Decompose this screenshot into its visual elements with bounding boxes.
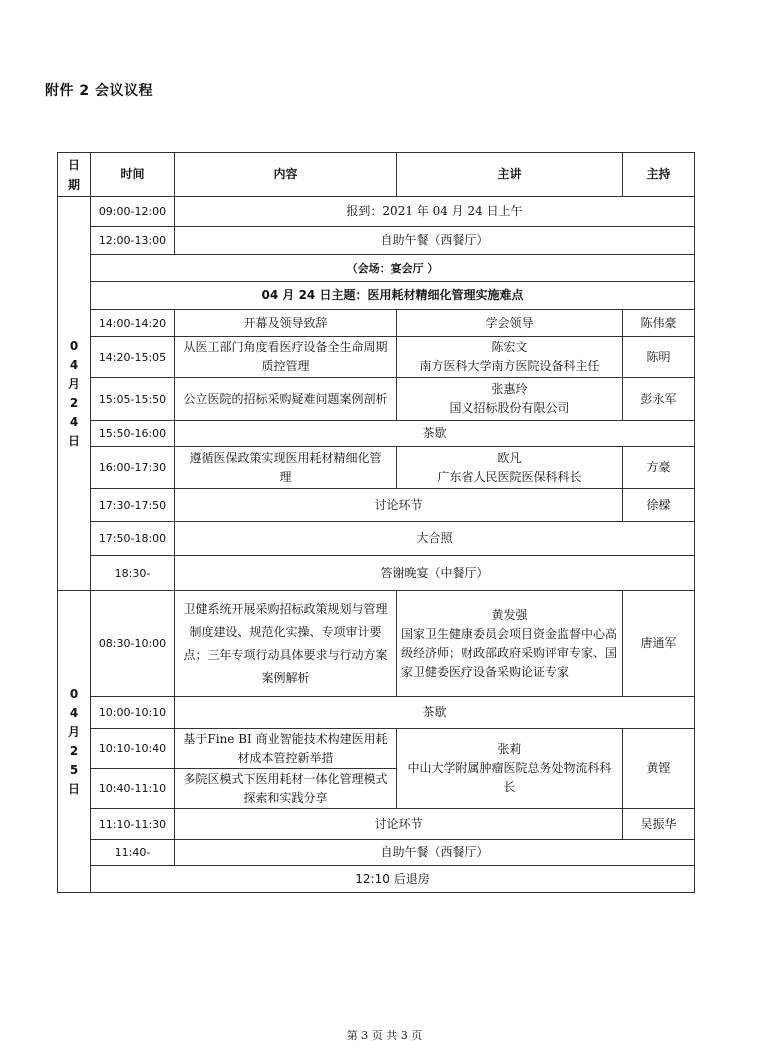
speaker-name: 黄发强	[491, 607, 528, 622]
content-cell: 基于Fine BI 商业智能技术构建医用耗材成本管控新举措	[175, 729, 397, 769]
host-cell: 徐樑	[623, 489, 695, 522]
speaker-org: 国义招标股份有限公司	[449, 401, 570, 415]
time-cell: 12:00-13:00	[91, 227, 175, 255]
header-row	[58, 153, 695, 197]
theme-cell: 04 月 24 日主题：医用耗材精细化管理实施难点	[91, 282, 695, 310]
content-cell: 遵循医保政策实现医用耗材精细化管理	[175, 447, 397, 489]
agenda-table	[57, 152, 695, 893]
day2-date-label: 04月25日	[67, 686, 80, 796]
content-cell: 多院区模式下医用耗材一体化管理模式探索和实践分享	[175, 769, 397, 809]
venue-cell: （会场：宴会厅 ）	[91, 255, 695, 282]
content-cell: 茶歇	[175, 421, 695, 447]
speaker-cell	[397, 591, 623, 697]
speaker-name: 张惠玲	[491, 382, 528, 396]
time-cell: 11:40-	[91, 840, 175, 866]
content-cell: 报到：2021 年 04 月 24 日上午	[175, 197, 695, 227]
table-row	[58, 729, 695, 769]
content-cell: 讨论环节	[175, 809, 623, 840]
speaker-name: 欧凡	[497, 450, 522, 465]
host-cell: 黄铿	[623, 729, 695, 809]
speaker-cell: 学会领导	[397, 310, 623, 337]
attachment-heading: 附件 2 会议议程	[45, 83, 153, 99]
host-cell: 彭永军	[623, 378, 695, 421]
table-row	[58, 840, 695, 866]
content-cell: 从医工部门角度看医疗设备全生命周期质控管理	[175, 337, 397, 378]
speaker-cell	[397, 729, 623, 809]
speaker-name: 陈宏文	[491, 340, 528, 354]
table-row	[58, 447, 695, 489]
speaker-org: 中山大学附属肿瘤医院总务处物流科科长	[407, 761, 612, 794]
time-cell: 16:00-17:30	[91, 447, 175, 489]
time-cell: 18:30-	[91, 556, 175, 591]
speaker-name: 张莉	[497, 742, 522, 756]
speaker-cell	[397, 337, 623, 378]
time-cell: 10:40-11:10	[91, 769, 175, 809]
table-row	[58, 310, 695, 337]
content-cell: 开幕及领导致辞	[175, 310, 397, 337]
host-cell: 吴振华	[623, 809, 695, 840]
time-cell: 15:05-15:50	[91, 378, 175, 421]
speaker-cell	[397, 378, 623, 421]
time-cell: 08:30-10:00	[91, 591, 175, 697]
day1-date-cell	[58, 197, 91, 591]
table-row	[58, 556, 695, 591]
day2-date-cell	[58, 591, 91, 893]
page-footer: 第 3 页 共 3 页	[346, 1029, 423, 1042]
time-cell: 10:00-10:10	[91, 697, 175, 729]
content-cell: 自助午餐（西餐厅）	[175, 227, 695, 255]
table-row	[58, 866, 695, 893]
table-row	[58, 591, 695, 697]
time-cell: 14:20-15:05	[91, 337, 175, 378]
time-cell: 17:50-18:00	[91, 522, 175, 556]
host-cell: 方豪	[623, 447, 695, 489]
table-row	[58, 489, 695, 522]
header-speaker: 主讲	[397, 153, 623, 197]
speaker-cell	[397, 447, 623, 489]
time-cell: 10:10-10:40	[91, 729, 175, 769]
header-date: 日期	[58, 153, 91, 197]
header-time: 时间	[91, 153, 175, 197]
host-cell: 唐通军	[623, 591, 695, 697]
speaker-org: 广东省人民医院医保科科长	[437, 469, 582, 484]
host-cell: 陈伟豪	[623, 310, 695, 337]
header-host: 主持	[623, 153, 695, 197]
table-row	[58, 337, 695, 378]
table-row	[58, 378, 695, 421]
content-cell: 茶歇	[175, 697, 695, 729]
content-cell: 讨论环节	[175, 489, 623, 522]
time-cell: 14:00-14:20	[91, 310, 175, 337]
host-cell: 陈明	[623, 337, 695, 378]
checkout-cell: 12:10 后退房	[91, 866, 695, 893]
time-cell: 11:10-11:30	[91, 809, 175, 840]
time-cell: 09:00-12:00	[91, 197, 175, 227]
content-cell: 答谢晚宴（中餐厅）	[175, 556, 695, 591]
day1-date-label: 04月24日	[67, 338, 80, 448]
table-row	[58, 697, 695, 729]
content-cell: 公立医院的招标采购疑难问题案例剖析	[175, 378, 397, 421]
header-content: 内容	[175, 153, 397, 197]
table-row	[58, 255, 695, 282]
table-row	[58, 227, 695, 255]
table-row	[58, 197, 695, 227]
table-row	[58, 282, 695, 310]
speaker-org: 南方医科大学南方医院设备科主任	[419, 359, 600, 373]
table-row	[58, 421, 695, 447]
time-cell: 15:50-16:00	[91, 421, 175, 447]
content-cell: 大合照	[175, 522, 695, 556]
table-row	[58, 522, 695, 556]
content-cell: 自助午餐（西餐厅）	[175, 840, 695, 866]
table-row	[58, 809, 695, 840]
time-cell: 17:30-17:50	[91, 489, 175, 522]
speaker-org: 国家卫生健康委员会项目资金监督中心高级经济师；财政部政府采购评审专家、国家卫健委医疗设备采购论证专家	[401, 626, 618, 679]
content-cell: 卫健系统开展采购招标政策规划与管理制度建设、规范化实操、专项审计要点；三年专项行动具体要求与行动方案案例解析	[175, 591, 397, 697]
